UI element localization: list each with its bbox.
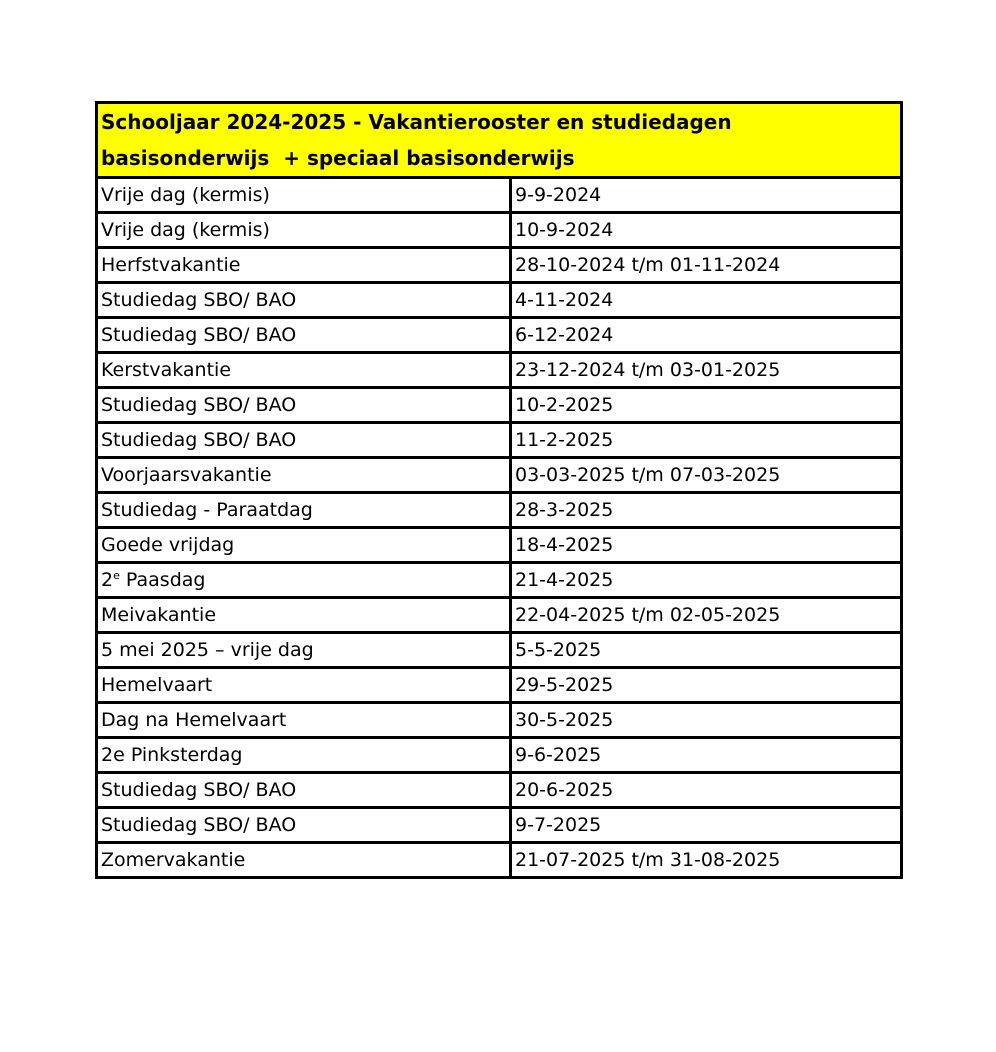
event-suffix: Paasdag: [119, 569, 206, 591]
table-row: [97, 528, 902, 563]
holiday-schedule-table: [95, 101, 903, 879]
event-cell: [97, 563, 511, 598]
event-cell: 5 mei 2025 – vrije dag: [97, 633, 511, 668]
table-row: [97, 843, 902, 878]
event-cell: Studiedag SBO/ BAO: [97, 318, 511, 353]
table-row: [97, 353, 902, 388]
title-line-1: Schooljaar 2024-2025 - Vakantierooster en studiedagen: [101, 110, 732, 134]
event-cell: Dag na Hemelvaart: [97, 703, 511, 738]
event-cell: Goede vrijdag: [97, 528, 511, 563]
event-cell: Hemelvaart: [97, 668, 511, 703]
table-row: [97, 178, 902, 213]
date-cell: 21-4-2025: [511, 563, 902, 598]
table-row: [97, 388, 902, 423]
event-cell: Meivakantie: [97, 598, 511, 633]
event-cell: Vrije dag (kermis): [97, 178, 511, 213]
date-cell: 11-2-2025: [511, 423, 902, 458]
table-row: [97, 703, 902, 738]
table-row: [97, 423, 902, 458]
table-row: [97, 458, 902, 493]
table-row: [97, 493, 902, 528]
table-row: [97, 318, 902, 353]
date-cell: 20-6-2025: [511, 773, 902, 808]
date-cell: 5-5-2025: [511, 633, 902, 668]
date-cell: 10-9-2024: [511, 213, 902, 248]
event-cell: Studiedag SBO/ BAO: [97, 808, 511, 843]
date-cell: 9-6-2025: [511, 738, 902, 773]
date-cell: 29-5-2025: [511, 668, 902, 703]
table-row: [97, 563, 902, 598]
event-cell: Voorjaarsvakantie: [97, 458, 511, 493]
table-row: [97, 808, 902, 843]
table-row: [97, 738, 902, 773]
date-cell: 22-04-2025 t/m 02-05-2025: [511, 598, 902, 633]
date-cell: 6-12-2024: [511, 318, 902, 353]
event-cell: 2e Pinksterdag: [97, 738, 511, 773]
table-row: [97, 248, 902, 283]
event-cell: Zomervakantie: [97, 843, 511, 878]
date-cell: 9-9-2024: [511, 178, 902, 213]
table-row: [97, 668, 902, 703]
date-cell: 28-10-2024 t/m 01-11-2024: [511, 248, 902, 283]
title-line-2: basisonderwijs + speciaal basisonderwijs: [101, 146, 575, 170]
date-cell: 21-07-2025 t/m 31-08-2025: [511, 843, 902, 878]
date-cell: 28-3-2025: [511, 493, 902, 528]
table-row: [97, 213, 902, 248]
title-row: [97, 103, 902, 178]
event-cell: Vrije dag (kermis): [97, 213, 511, 248]
table-row: [97, 633, 902, 668]
date-cell: 4-11-2024: [511, 283, 902, 318]
table-row: [97, 283, 902, 318]
date-cell: 23-12-2024 t/m 03-01-2025: [511, 353, 902, 388]
event-cell: Studiedag SBO/ BAO: [97, 283, 511, 318]
event-cell: Studiedag SBO/ BAO: [97, 773, 511, 808]
date-cell: 9-7-2025: [511, 808, 902, 843]
event-cell: Studiedag SBO/ BAO: [97, 388, 511, 423]
date-cell: 18-4-2025: [511, 528, 902, 563]
title-cell: [97, 103, 902, 178]
event-cell: Studiedag - Paraatdag: [97, 493, 511, 528]
table-row: [97, 598, 902, 633]
date-cell: 30-5-2025: [511, 703, 902, 738]
date-cell: 03-03-2025 t/m 07-03-2025: [511, 458, 902, 493]
event-prefix: 2: [101, 569, 114, 591]
event-cell: Herfstvakantie: [97, 248, 511, 283]
ordinal-superscript: e: [113, 569, 120, 582]
schedule-sheet: [95, 101, 900, 879]
event-cell: Studiedag SBO/ BAO: [97, 423, 511, 458]
date-cell: 10-2-2025: [511, 388, 902, 423]
event-cell: Kerstvakantie: [97, 353, 511, 388]
table-row: [97, 773, 902, 808]
